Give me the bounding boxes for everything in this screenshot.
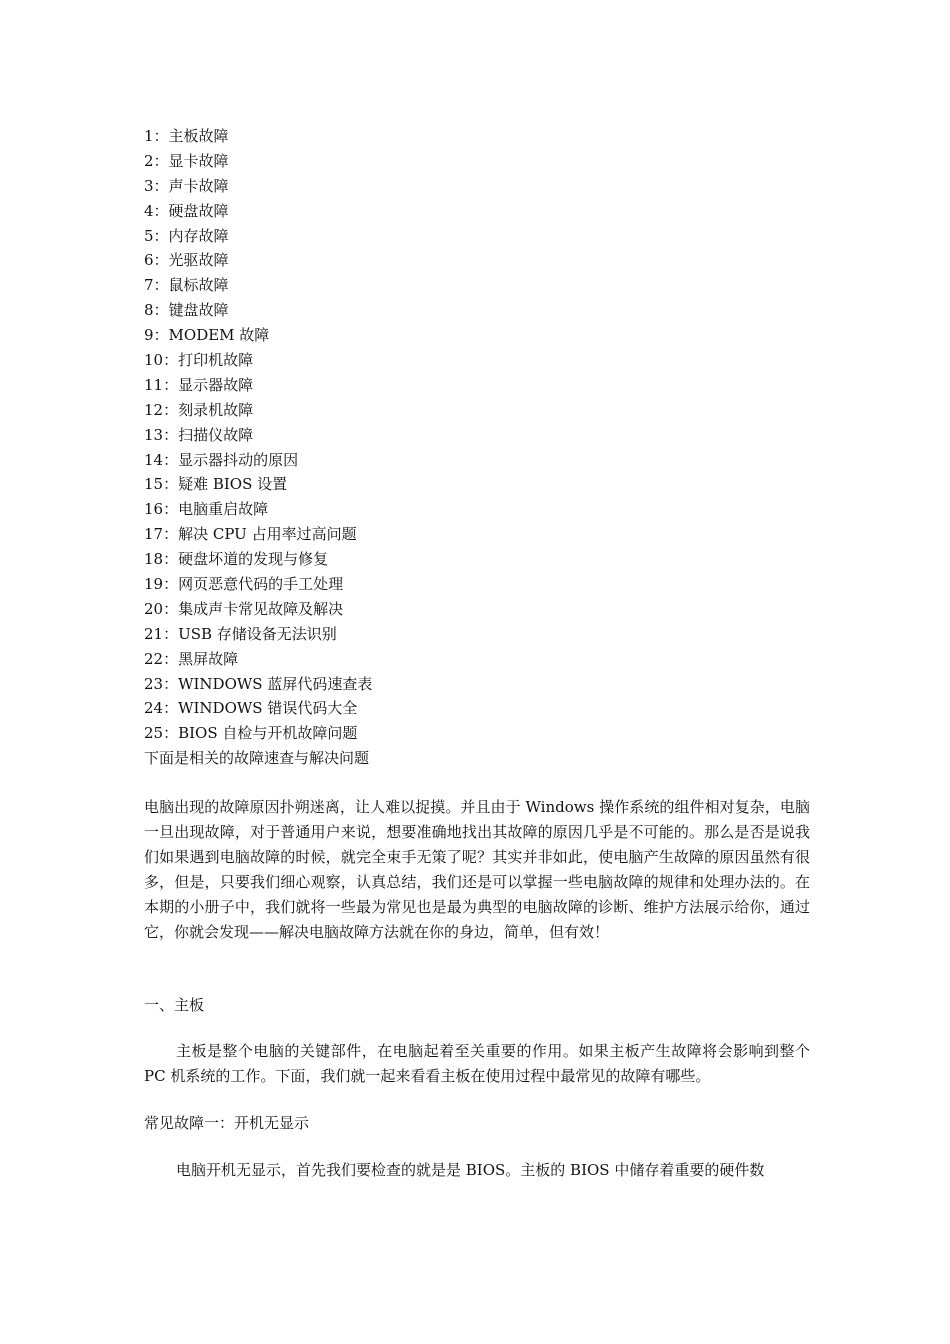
spacer [144,945,810,993]
toc-item: 22：黑屏故障 [144,649,239,668]
toc-item: 6：光驱故障 [144,251,229,270]
toc-item: 10：打印机故障 [144,351,254,370]
toc-item: 11：显示器故障 [144,375,254,394]
spacer [144,1017,810,1039]
spacer [144,1089,810,1111]
toc-item: 12：刻录机故障 [144,400,254,419]
section-intro-paragraph: 主板是整个电脑的关键部件，在电脑起着至关重要的作用。如果主板产生故障将会影响到整个 PC 机系统的工作。下面，我们就一起来看看主板在使用过程中最常见的故障有哪些。 [144,1042,810,1086]
toc-item: 7：鼠标故障 [144,276,229,295]
toc-item: 16：电脑重启故障 [144,500,269,519]
toc-item: 24：WINDOWS 错误代码大全 [144,699,358,718]
toc-item: 17：解决 CPU 占用率过高问题 [144,525,357,544]
document-body [144,124,810,1183]
toc-item: 9：MODEM 故障 [144,326,270,345]
toc-item: 8：键盘故障 [144,301,229,320]
toc-item: 21：USB 存储设备无法识别 [144,624,337,643]
toc-item: 18：硬盘坏道的发现与修复 [144,550,329,569]
fault-paragraph: 电脑开机无显示，首先我们要检查的就是是 BIOS。主板的 BIOS 中储存着重要的硬件数 [176,1161,765,1180]
toc-item: 3：声卡故障 [144,176,229,195]
toc-item: 4：硬盘故障 [144,201,229,220]
spacer [144,1136,810,1158]
toc-item: 20：集成声卡常见故障及解决 [144,599,344,618]
toc-item: 14：显示器抖动的原因 [144,450,299,469]
section-heading: 一、主板 [144,995,205,1014]
toc-item: 23：WINDOWS 蓝屏代码速查表 [144,674,373,693]
toc-footer: 下面是相关的故障速查与解决问题 [144,749,370,768]
toc-item: 15：疑难 BIOS 设置 [144,475,288,494]
toc-item: 25：BIOS 自检与开机故障问题 [144,724,358,743]
toc-item: 2：显卡故障 [144,151,229,170]
toc-item: 5：内存故障 [144,226,229,245]
spacer [144,771,810,795]
toc-list [144,124,810,771]
toc-item: 1：主板故障 [144,127,229,145]
toc-item: 19：网页恶意代码的手工处理 [144,575,344,594]
intro-paragraph: 电脑出现的故障原因扑朔迷离，让人难以捉摸。并且由于 Windows 操作系统的组件相对复杂，电脑一旦出现故障，对于普通用户来说，想要准确地找出其故障的原因几乎是不可能的。那么是否是说我们如果遇到电脑故障的时候，就完全束手无策了呢？其实并非如此，使电脑产生故障的原因虽然有很多，但是，只要我们细心观察，认真总结，我们还是可以掌握一些电脑故障的规律和处理办法的。在本期的小册子中，我们就将一些最为常见也是最为典型的电脑故障的诊断、维护方法展示给你，通过它，你就会发现——解决电脑故障方法就在你的身边，简单，但有效！ [144,798,810,941]
toc-item: 13：扫描仪故障 [144,425,254,444]
fault-heading: 常见故障一：开机无显示 [144,1114,310,1133]
